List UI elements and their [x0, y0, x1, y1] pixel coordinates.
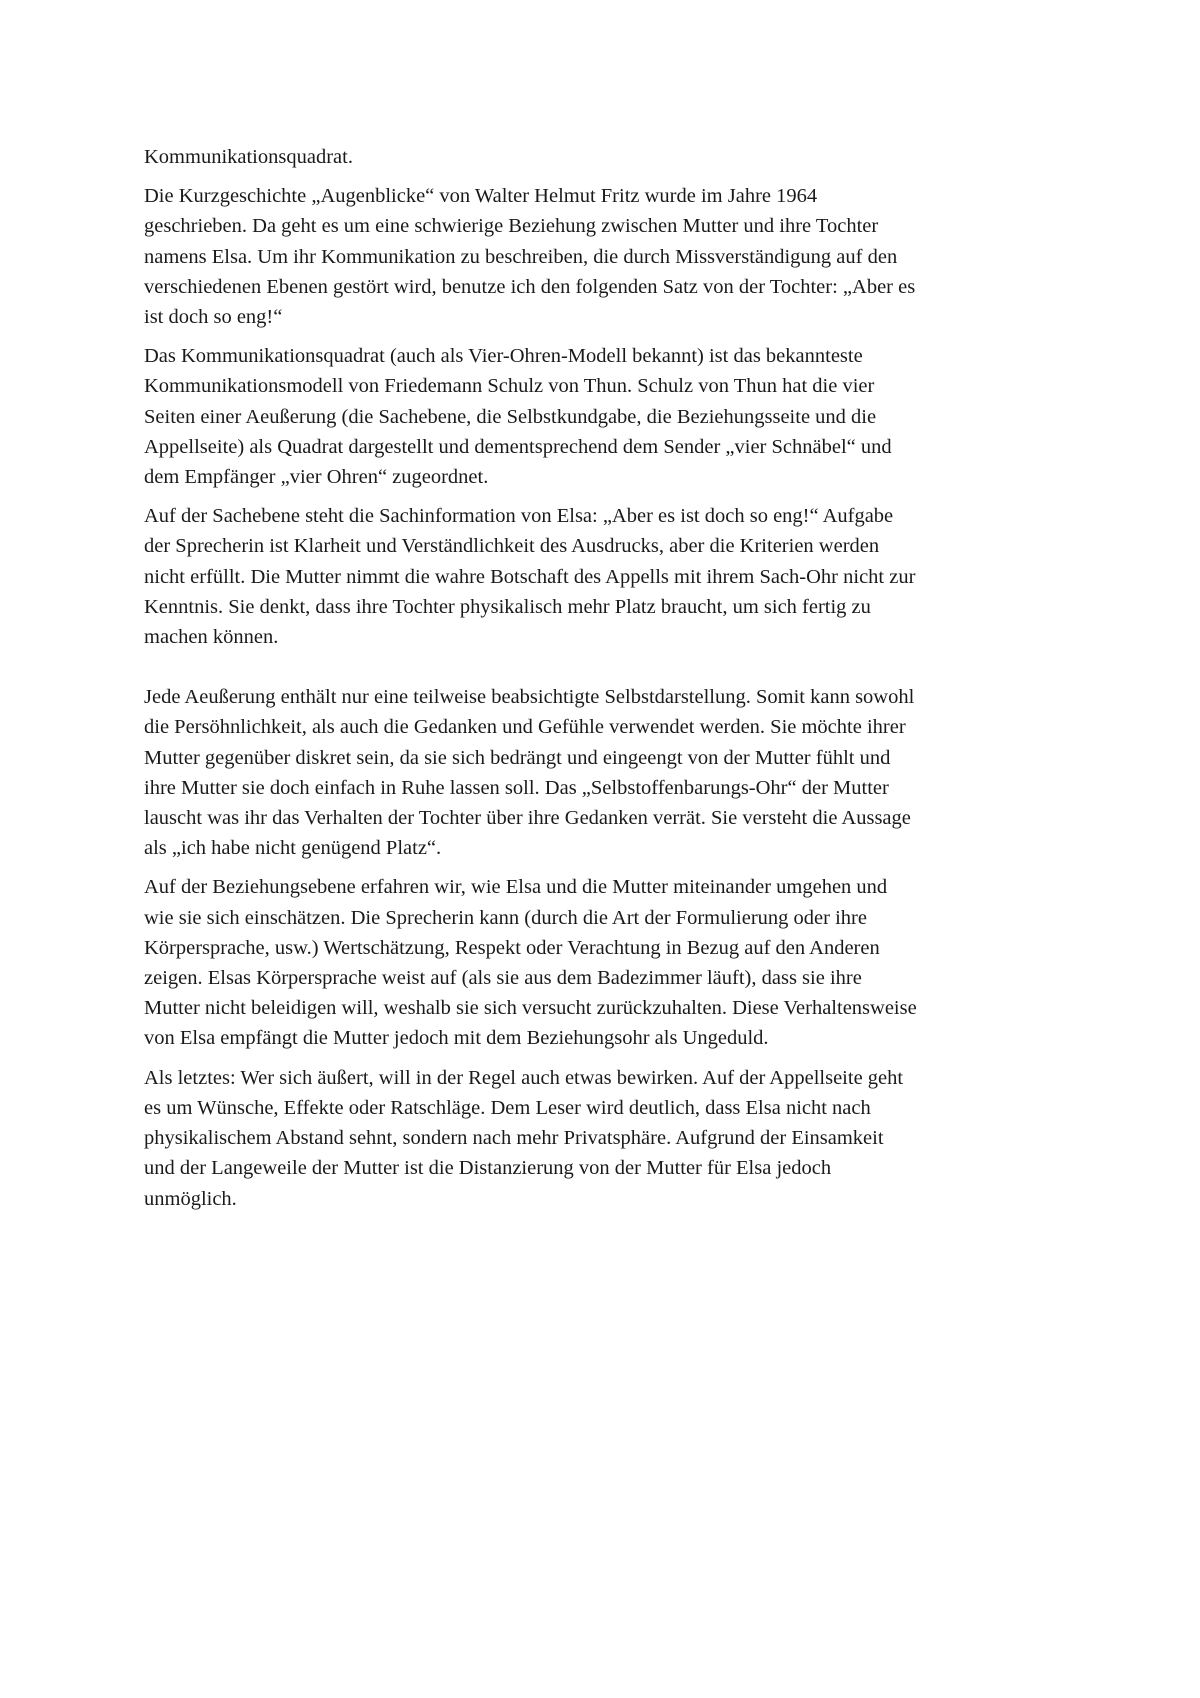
paragraph-beziehungsebene: Auf der Beziehungsebene erfahren wir, wie Elsa und die Mutter miteinander umgehen und wie sie sich einschätzen. Die Sprecherin kann (durch die Art der Formulierung oder ihre Körpersprache, usw.) Wertschätzung, Respekt oder Verachtung in Bezug auf den Anderen zeigen. Elsas Körpersprache weist auf (als sie aus dem Badezimmer läuft), dass sie ihre Mutter nicht beleidigen will, weshalb sie sich versucht zurückzuhalten. Diese Verhaltensweise von Elsa empfängt die Mutter jedoch mit dem Beziehungsohr als Ungeduld.	[144, 876, 917, 1050]
document-body	[144, 142, 1064, 1223]
paragraph-sachebene: Auf der Sachebene steht die Sachinformation von Elsa: „Aber es ist doch so eng!“ Aufgabe der Sprecherin ist Klarheit und Verständlichkeit des Ausdrucks, aber die Kriterien werden nicht erfüllt. Die Mutter nimmt die wahre Botschaft des Appells mit ihrem Sach-Ohr nicht zur Kenntnis. Sie denkt, dass ihre Tochter physikalisch mehr Platz braucht, um sich fertig zu machen können.	[144, 505, 916, 649]
document-heading: Kommunikationsquadrat.	[144, 146, 353, 168]
paragraph-appellseite: Als letztes: Wer sich äußert, will in der Regel auch etwas bewirken. Auf der Appellseite geht es um Wünsche, Effekte oder Ratschläge. Dem Leser wird deutlich, dass Elsa nicht nach physikalischem Abstand sehnt, sondern nach mehr Privatsphäre. Aufgrund der Einsamkeit und der Langeweile der Mutter ist die Distanzierung von der Mutter für Elsa jedoch unmöglich.	[144, 1066, 904, 1210]
paragraph-selbstkundgabe: Jede Aeußerung enthält nur eine teilweise beabsichtigte Selbstdarstellung. Somit kann sowohl die Persöhnlichkeit, als auch die Gedanken und Gefühle verwendet werden. Sie möchte ihrer Mutter gegenüber diskret sein, da sie sich bedrängt und eingeengt von der Mutter fühlt und ihre Mutter sie doch einfach in Ruhe lassen soll. Das „Selbstoffenbarungs-Ohr“ der Mutter lauscht was ihr das Verhalten der Tochter über ihre Gedanken verrät. Sie versteht die Aussage als „ich habe nicht genügend Platz“.	[144, 686, 915, 860]
paragraph-model: Das Kommunikationsquadrat (auch als Vier-Ohren-Modell bekannt) ist das bekannteste Kommunikationsmodell von Friedemann Schulz von Thun. Schulz von Thun hat die vier Seiten einer Aeußerung (die Sachebene, die Selbstkundgabe, die Beziehungsseite und die Appellseite) als Quadrat dargestellt und dementsprechend dem Sender „vier Schnäbel“ und dem Empfänger „vier Ohren“ zugeordnet.	[144, 345, 892, 489]
paragraph-intro: Die Kurzgeschichte „Augenblicke“ von Walter Helmut Fritz wurde im Jahre 1964 geschrieben. Da geht es um eine schwierige Beziehung zwischen Mutter und ihre Tochter namens Elsa. Um ihr Kommunikation zu beschreiben, die durch Missverständigung auf den verschiedenen Ebenen gestört wird, benutze ich den folgenden Satz von der Tochter: „Aber es ist doch so eng!“	[144, 185, 916, 329]
